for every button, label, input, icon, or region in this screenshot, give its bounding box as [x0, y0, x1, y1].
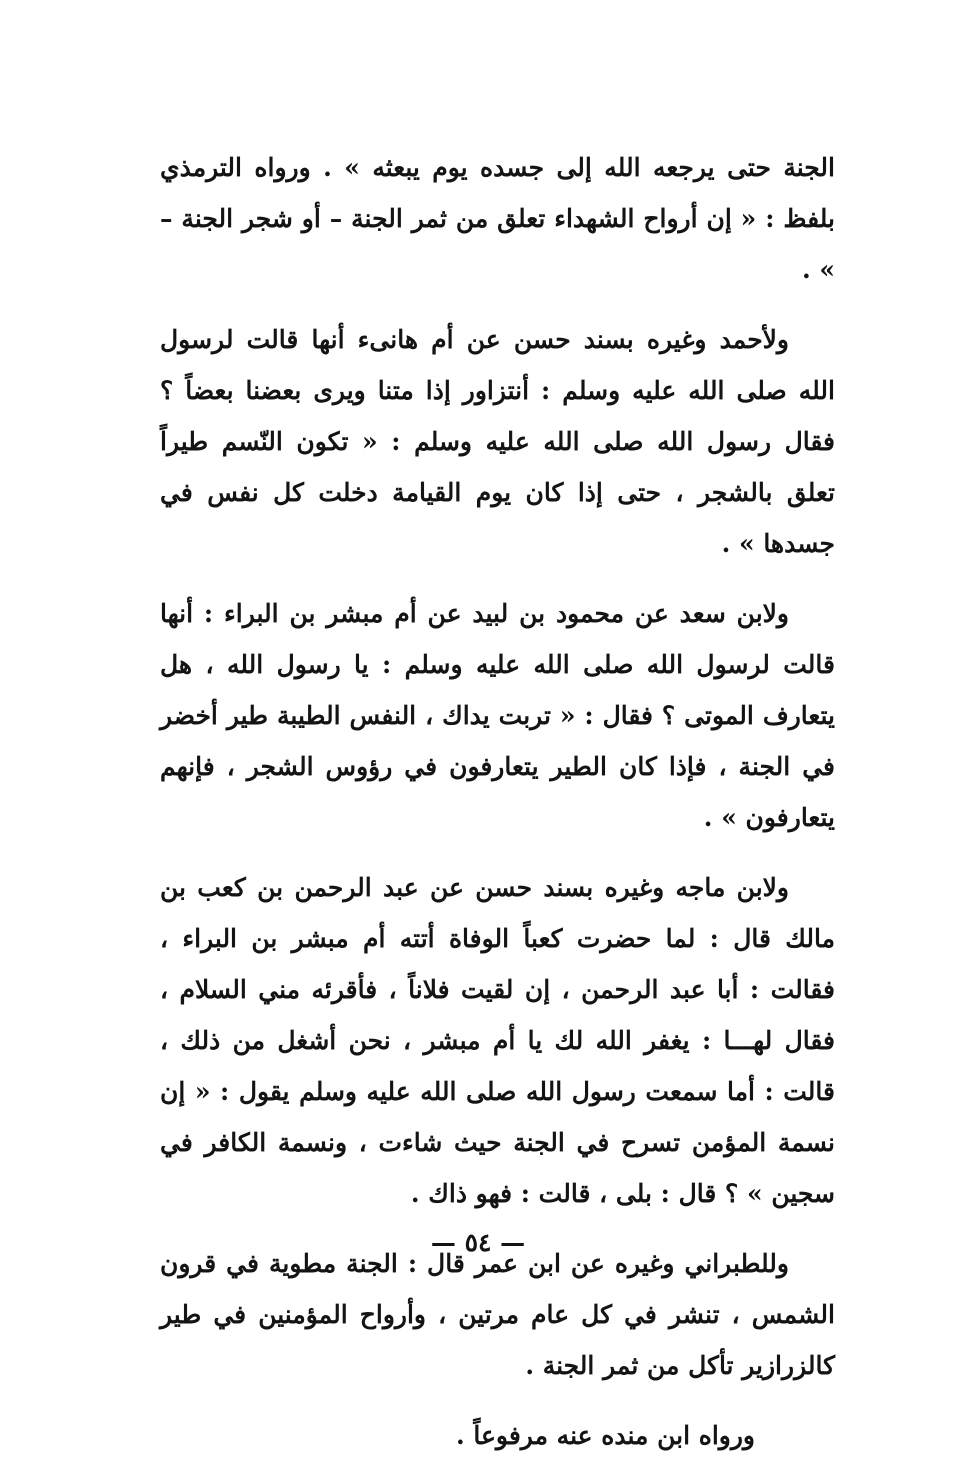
paragraph-1: الجنة حتى يرجعه الله إلى جسده يوم يبعثه » . ورواه الترمذي بلفظ : « إن أرواح الشهداء تعلق من ثمر الجنة – أو شجر الجنة – » . — [160, 153, 835, 284]
page-number: — ٥٤ — — [430, 1228, 526, 1257]
paragraph-2: ولأحمد وغيره بسند حسن عن أم هانىء أنها قالت لرسول الله صلى الله عليه وسلم : أنتزاور إذا متنا ويرى بعضنا بعضاً ؟ فقال رسول الله صلى الله عليه وسلم : « تكون النّسم طيراً تعلق بالشجر ، حتى إذا كان يوم القيامة دخلت كل نفس في جسدها » . — [160, 325, 835, 558]
paragraph-5: وللطبراني وغيره عن ابن عمر قال : الجنة مطوية في قرون الشمس ، تنشر في كل عام مرتين ، وأرواح المؤمنين في طير كالزرازير تأكل من ثمر الجنة . — [160, 1249, 835, 1380]
paragraph-4: ولابن ماجه وغيره بسند حسن عن عبد الرحمن بن كعب بن مالك قال : لما حضرت كعباً الوفاة أتته أم مبشر بن البراء ، فقالت : أبا عبد الرحمن ، إن لقيت فلاناً ، فأقرئه مني السلام ، فقال لهـــا : يغفر الله لك يا أم مبشر ، نحن أشغل من ذلك ، قالت : أما سمعت رسول الله صلى الله عليه وسلم يقول : « إن نسمة المؤمن تسرح في الجنة حيث شاءت ، ونسمة الكافر في سجين » ؟ قال : بلى ، قالت : فهو ذاك . — [160, 873, 835, 1208]
paragraph-3: ولابن سعد عن محمود بن لبيد عن أم مبشر بن البراء : أنها قالت لرسول الله صلى الله عليه وسلم : يا رسول الله ، هل يتعارف الموتى ؟ فقال : « تربت يداك ، النفس الطيبة طير أخضر في الجنة ، فإذا كان الطير يتعارفون في رؤوس الشجر ، فإنهم يتعارفون » . — [160, 599, 835, 832]
page-body — [160, 142, 835, 1480]
paragraph-6: ورواه ابن منده عنه مرفوعاً . — [455, 1421, 755, 1450]
